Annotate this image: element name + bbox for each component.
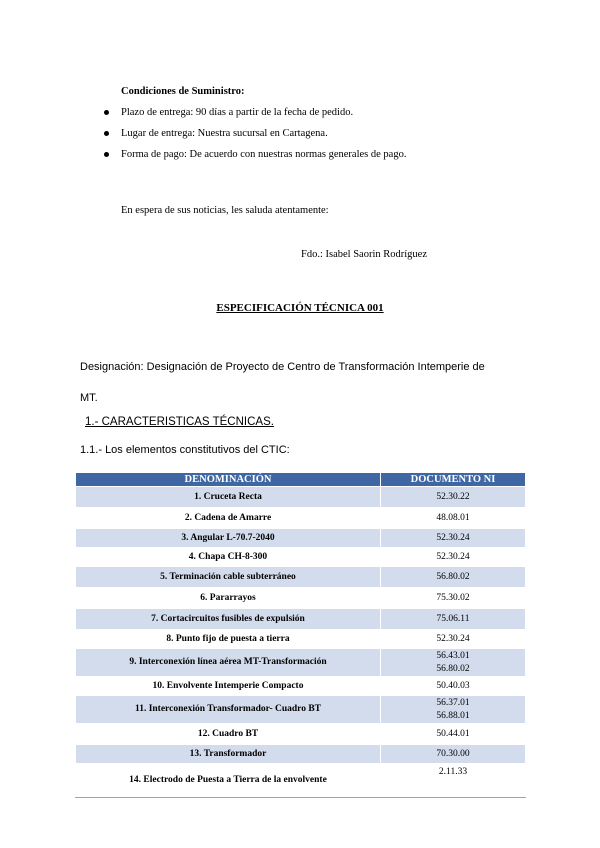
table-row <box>76 567 526 588</box>
document-number: 52.30.24 <box>436 633 470 644</box>
table-row <box>76 548 526 567</box>
bullet-icon <box>104 110 109 115</box>
table-row <box>76 487 526 508</box>
cell-denominacion: 6. Pararrayos <box>76 588 381 609</box>
cell-denominacion: 11. Interconexión Transformador- Cuadro BT <box>76 696 381 724</box>
cell-denominacion: 12. Cuadro BT <box>76 724 381 745</box>
cell-documento <box>381 764 526 798</box>
table-row <box>76 508 526 529</box>
designation-text: Designación: Designación de Proyecto de Centro de Transformación Intemperie de MT. <box>80 361 485 404</box>
spec-title: ESPECIFICACIÓN TÉCNICA 001 <box>216 302 384 314</box>
document-number: 75.06.11 <box>436 613 470 624</box>
cell-denominacion: 4. Chapa CH-8-300 <box>76 548 381 567</box>
signature: Fdo.: Isabel Saorin Rodríguez <box>301 249 427 260</box>
document-number: 56.43.01 <box>436 650 470 661</box>
document-number: 52.30.22 <box>436 491 470 502</box>
document-number: 56.88.01 <box>436 710 470 721</box>
cell-denominacion: 14. Electrodo de Puesta a Tierra de la envolvente <box>76 764 381 798</box>
table-row <box>76 677 526 696</box>
cell-denominacion: 8. Punto fijo de puesta a tierra <box>76 630 381 649</box>
document-number: 56.80.02 <box>436 571 470 582</box>
document-number: 56.80.02 <box>436 663 470 674</box>
cell-denominacion: 3. Angular L-70.7-2040 <box>76 529 381 548</box>
header-documento: DOCUMENTO NI <box>381 473 526 487</box>
conditions-list <box>104 106 406 169</box>
table-row <box>76 588 526 609</box>
conditions-item: Forma de pago: De acuerdo con nuestras normas generales de pago. <box>104 148 406 169</box>
cell-documento <box>381 745 526 764</box>
document-number: 48.08.01 <box>436 512 470 523</box>
bullet-icon <box>104 152 109 157</box>
cell-documento <box>381 630 526 649</box>
conditions-item: Plazo de entrega: 90 días a partir de la fecha de pedido. <box>104 106 406 127</box>
table-header-row <box>76 473 526 487</box>
section-heading: 1.- CARACTERISTICAS TÉCNICAS. <box>85 416 274 428</box>
closing-text: En espera de sus noticias, les saluda atentamente: <box>121 205 329 216</box>
document-number: 56.37.01 <box>436 697 470 708</box>
table-row <box>76 609 526 630</box>
conditions-item: Lugar de entrega: Nuestra sucursal en Cartagena. <box>104 127 406 148</box>
cell-documento <box>381 677 526 696</box>
cell-documento <box>381 508 526 529</box>
document-number: 50.44.01 <box>436 728 470 739</box>
cell-documento <box>381 649 526 677</box>
bullet-icon <box>104 131 109 136</box>
table-row <box>76 745 526 764</box>
cell-documento <box>381 548 526 567</box>
cell-denominacion: 10. Envolvente Intemperie Compacto <box>76 677 381 696</box>
table-row <box>76 630 526 649</box>
cell-denominacion: 2. Cadena de Amarre <box>76 508 381 529</box>
document-number: 70.30.00 <box>436 748 470 759</box>
subsection-heading: 1.1.- Los elementos constitutivos del CTIC: <box>80 444 290 456</box>
cell-documento <box>381 609 526 630</box>
document-number: 75.30.02 <box>436 592 470 603</box>
cell-denominacion: 5. Terminación cable subterráneo <box>76 567 381 588</box>
document-number: 52.30.24 <box>436 551 470 562</box>
components-table <box>75 472 526 798</box>
table-row <box>76 764 526 798</box>
cell-denominacion: 13. Transformador <box>76 745 381 764</box>
cell-documento <box>381 529 526 548</box>
cell-documento <box>381 567 526 588</box>
cell-denominacion: 7. Cortacircuitos fusibles de expulsión <box>76 609 381 630</box>
table-row <box>76 724 526 745</box>
cell-documento <box>381 487 526 508</box>
cell-documento <box>381 588 526 609</box>
cell-documento <box>381 724 526 745</box>
conditions-title: Condiciones de Suministro: <box>121 86 245 97</box>
document-number: 50.40.03 <box>436 680 470 691</box>
cell-documento <box>381 696 526 724</box>
cell-denominacion: 9. Interconexión línea aérea MT-Transformación <box>76 649 381 677</box>
cell-denominacion: 1. Cruceta Recta <box>76 487 381 508</box>
header-denominacion: DENOMINACIÓN <box>76 473 381 487</box>
table-row <box>76 696 526 724</box>
table-row <box>76 529 526 548</box>
document-number: 52.30.24 <box>436 532 470 543</box>
document-number: 2.11.33 <box>438 767 468 777</box>
table-row <box>76 649 526 677</box>
